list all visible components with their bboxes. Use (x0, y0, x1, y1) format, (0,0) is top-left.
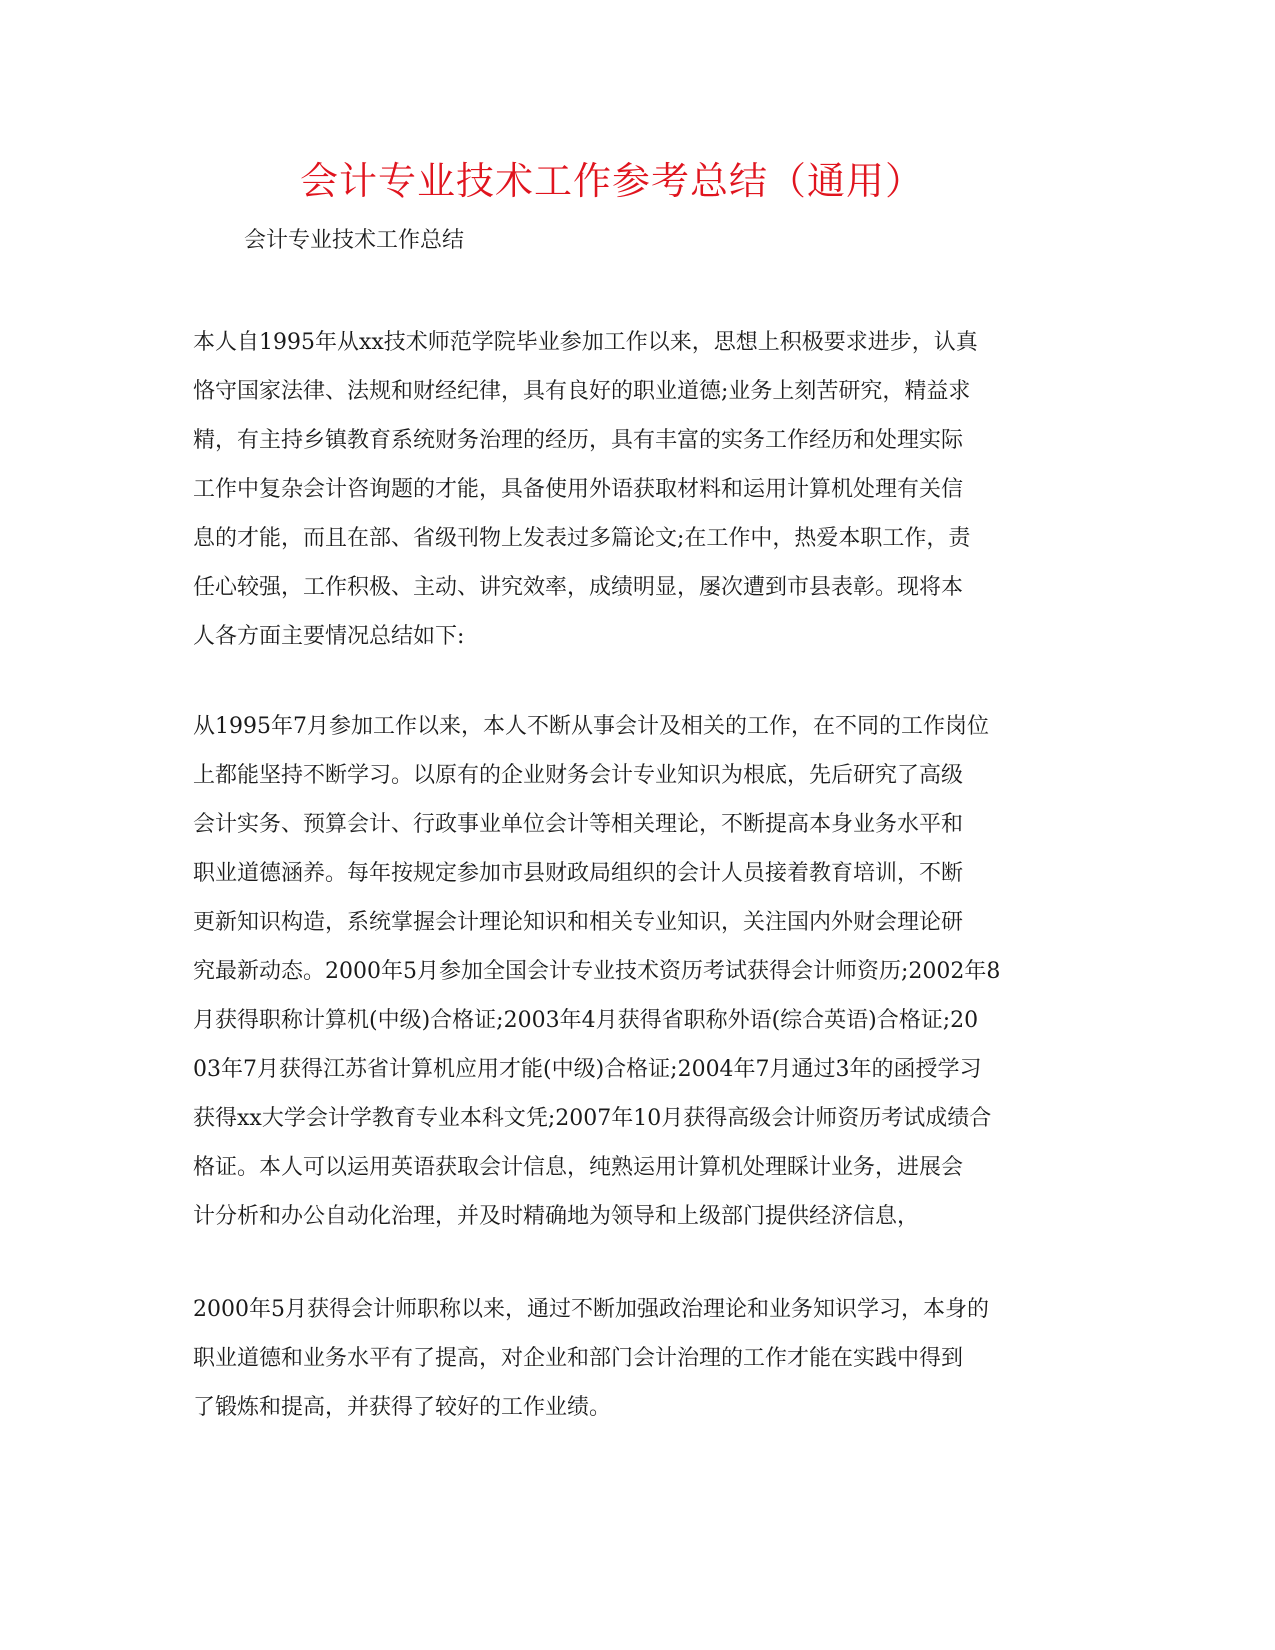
paragraph-line: 了锻炼和提高，并获得了较好的工作业绩。 (193, 1395, 612, 1420)
paragraph-intro (193, 318, 1093, 661)
paragraph-line: 03年7月获得江苏省计算机应用才能(中级)合格证;2004年7月通过3年的函授学习 (193, 1057, 982, 1082)
paragraph-line: 格证。本人可以运用英语获取会计信息，纯熟运用计算机处理睬计业务，进展会 (193, 1155, 964, 1180)
paragraph-line: 职业道德和业务水平有了提高，对企业和部门会计治理的工作才能在实践中得到 (193, 1346, 964, 1371)
paragraph-line: 获得xx大学会计学教育专业本科文凭;2007年10月获得高级会计师资历考试成绩合 (193, 1106, 992, 1131)
document-title: 会计专业技术工作参考总结（通用） (300, 159, 925, 203)
paragraph-line: 任心较强，工作积极、主动、讲究效率，成绩明显，屡次遭到市县表彰。现将本 (193, 575, 964, 600)
paragraph-line: 工作中复杂会计咨询题的才能，具备使用外语获取材料和运用计算机处理有关信 (193, 477, 964, 502)
paragraph-line: 本人自1995年从xx技术师范学院毕业参加工作以来，思想上积极要求进步，认真 (193, 330, 978, 355)
paragraph-line: 更新知识构造，系统掌握会计理论知识和相关专业知识，关注国内外财会理论研 (193, 910, 964, 935)
paragraph-line: 会计实务、预算会计、行政事业单位会计等相关理论，不断提高本身业务水平和 (193, 812, 964, 837)
paragraph-line: 月获得职称计算机(中级)合格证;2003年4月获得省职称外语(综合英语)合格证;20 (193, 1008, 979, 1033)
paragraph-line: 究最新动态。2000年5月参加全国会计专业技术资历考试获得会计师资历;2002年8 (193, 959, 1001, 984)
paragraph-line: 从1995年7月参加工作以来，本人不断从事会计及相关的工作，在不同的工作岗位 (193, 714, 989, 739)
paragraph-line: 计分析和办公自动化治理，并及时精确地为领导和上级部门提供经济信息， (193, 1204, 920, 1229)
paragraph-line: 恪守国家法律、法规和财经纪律，具有良好的职业道德;业务上刻苦研究，精益求 (193, 379, 971, 404)
paragraph-line: 上都能坚持不断学习。以原有的企业财务会计专业知识为根底，先后研究了高级 (193, 763, 964, 788)
paragraph-study-history (193, 702, 1093, 1241)
paragraph-line: 人各方面主要情况总结如下: (193, 624, 465, 649)
paragraph-achievements (193, 1285, 1093, 1432)
paragraph-line: 2000年5月获得会计师职称以来，通过不断加强政治理论和业务知识学习，本身的 (193, 1297, 989, 1322)
document-subtitle: 会计专业技术工作总结 (244, 228, 465, 253)
paragraph-line: 职业道德涵养。每年按规定参加市县财政局组织的会计人员接着教育培训，不断 (193, 861, 964, 886)
paragraph-line: 精，有主持乡镇教育系统财务治理的经历，具有丰富的实务工作经历和处理实际 (193, 428, 964, 453)
paragraph-line: 息的才能，而且在部、省级刊物上发表过多篇论文;在工作中，热爱本职工作，责 (193, 526, 971, 551)
